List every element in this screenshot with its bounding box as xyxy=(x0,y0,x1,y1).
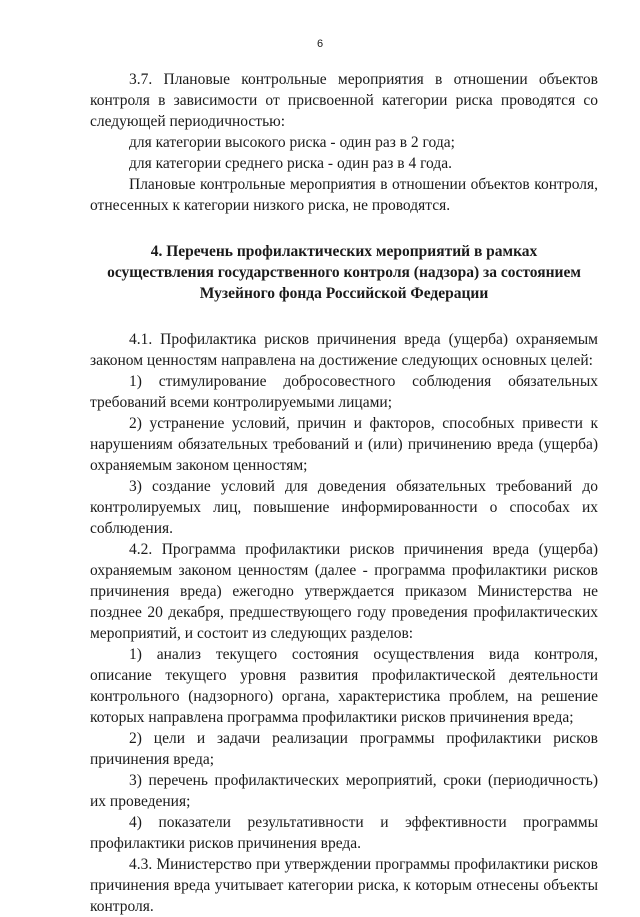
program-part-1: 1) анализ текущего состояния осуществления вида контроля, описание текущего уровня развития профилактической деятельности контрольного (надзорного) органа, характеристика проблем, на решение которых направлена программа профилактики рисков причинения вреда; xyxy=(90,646,598,726)
heading-line-1: 4. Перечень профилактических мероприятий в рамках xyxy=(150,243,538,260)
high-risk-frequency: для категории высокого риска - один раз в 2 года; xyxy=(129,134,455,151)
heading-line-3: Музейного фонда Российской Федерации xyxy=(199,285,489,302)
paragraph-4-1: 4.1. Профилактика рисков причинения вреда (ущерба) охраняемым законом ценностям направлена на достижение следующих основных целей: xyxy=(90,331,598,369)
page-number: 6 xyxy=(316,38,324,50)
goal-3: 3) создание условий для доведения обязательных требований до контролируемых лиц, повышение информированности о способах их соблюдения. xyxy=(90,478,598,537)
program-part-4: 4) показатели результативности и эффективности программы профилактики рисков причинения вреда. xyxy=(90,814,598,852)
page-body xyxy=(90,69,598,917)
heading-line-2: осуществления государственного контроля (надзора) за состоянием xyxy=(107,264,581,281)
program-part-3: 3) перечень профилактических мероприятий, сроки (периодичность) их проведения; xyxy=(90,772,598,810)
section-4-heading xyxy=(90,241,598,304)
paragraph-3-7: 3.7. Плановые контрольные мероприятия в отношении объектов контроля в зависимости от присвоенной категории риска проводятся со следующей периодичностью: xyxy=(90,71,598,130)
program-part-2: 2) цели и задачи реализации программы профилактики рисков причинения вреда; xyxy=(90,730,598,768)
paragraph-4-2: 4.2. Программа профилактики рисков причинения вреда (ущерба) охраняемым законом ценностям (далее - программа профилактики рисков причинения вреда) ежегодно утверждается приказом Министерства не позднее 20 декабря, предшествующего году проведения профилактических мероприятий, и состоит из следующих разделов: xyxy=(90,541,598,642)
paragraph-4-3: 4.3. Министерство при утверждении программы профилактики рисков причинения вреда учитывает категории риска, к которым отнесены объекты контроля. xyxy=(90,856,598,915)
low-risk-paragraph: Плановые контрольные мероприятия в отношении объектов контроля, отнесенных к категории низкого риска, не проводятся. xyxy=(90,176,598,214)
medium-risk-frequency: для категории среднего риска - один раз в 4 года. xyxy=(129,155,452,172)
goal-2: 2) устранение условий, причин и факторов, способных привести к нарушениям обязательных требований и (или) причинению вреда (ущерба) охраняемым законом ценностям; xyxy=(90,415,598,474)
goal-1: 1) стимулирование добросовестного соблюдения обязательных требований всеми контролируемыми лицами; xyxy=(90,373,598,411)
